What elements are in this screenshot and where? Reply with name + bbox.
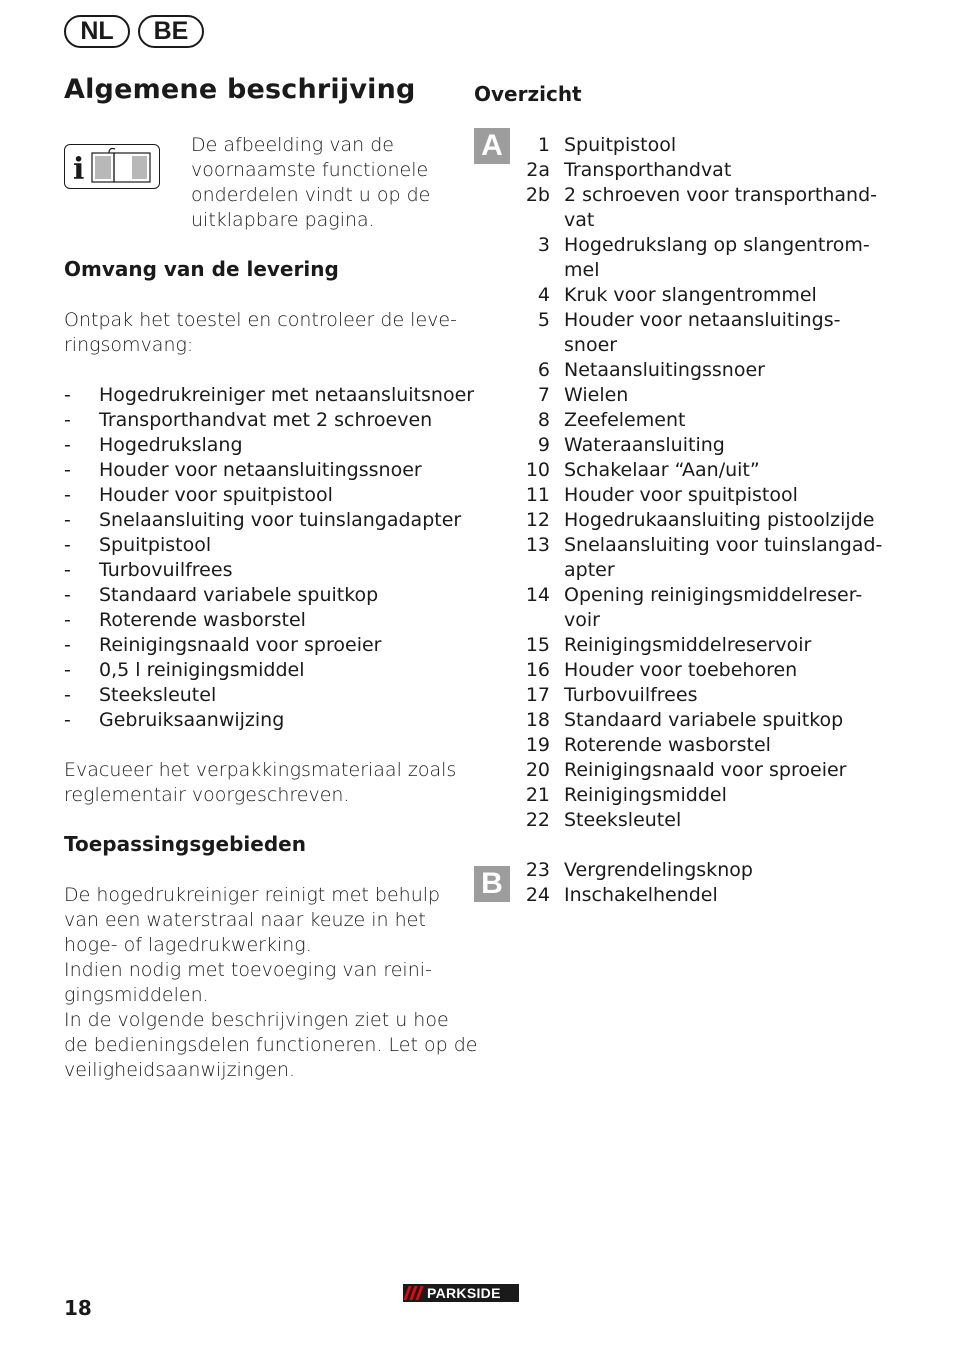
delivery-item-label: 0,5 l reinigingsmiddel — [99, 659, 305, 681]
overview-item-line: Spuitpistool — [564, 134, 677, 156]
overview-item — [508, 808, 864, 833]
application-text-line: van een waterstraal naar keuze in het — [64, 909, 426, 931]
overview-item-number: 17 — [525, 684, 550, 706]
application-text-line: In de volgende beschrijvingen ziet u hoe — [64, 1009, 449, 1031]
overview-item-line: 2 schroeven voor transporthand- — [564, 184, 878, 206]
overview-item — [508, 133, 864, 158]
overview-item-description — [564, 283, 864, 308]
delivery-item-label: Steeksleutel — [99, 684, 217, 706]
overview-item-description — [564, 708, 864, 733]
overview-item-line: Steeksleutel — [564, 809, 682, 831]
list-dash: - — [64, 459, 71, 481]
list-dash: - — [64, 609, 71, 631]
overview-item — [508, 583, 864, 633]
overview-item-line: Netaansluitingssnoer — [564, 359, 765, 381]
overview-item-line: apter — [564, 559, 615, 581]
info-text-line: uitklapbare pagina. — [191, 209, 375, 231]
overview-item-number: 13 — [525, 534, 550, 556]
overview-item-description — [564, 733, 864, 758]
overview-item-number: 12 — [525, 509, 550, 531]
brand-name: PARKSIDE — [427, 1285, 501, 1301]
delivery-item-label: Roterende wasborstel — [99, 609, 306, 631]
overview-item — [508, 533, 883, 583]
overview-item-description — [564, 233, 870, 283]
overview-item-number: 8 — [537, 409, 550, 431]
overview-item — [508, 308, 864, 358]
delivery-item-label: Gebruiksaanwijzing — [99, 709, 285, 731]
info-text-line: voornaamste functionele — [191, 159, 429, 181]
delivery-intro-line: Ontpak het toestel en controleer de leve- — [64, 309, 457, 331]
application-text — [64, 883, 477, 1083]
overview-item-line: Turbovuilfrees — [564, 684, 698, 706]
overview-item — [508, 683, 864, 708]
application-text-line: gingsmiddelen. — [64, 984, 209, 1006]
overview-item-number: 24 — [525, 884, 550, 906]
overview-item-description — [564, 858, 864, 883]
overview-item-description — [564, 658, 864, 683]
language-badge-be: BE — [138, 15, 204, 48]
overview-item — [508, 883, 864, 908]
delivery-item-label: Transporthandvat met 2 schroeven — [99, 409, 433, 431]
overview-item — [508, 658, 864, 683]
overview-item-description — [564, 683, 864, 708]
delivery-intro — [64, 308, 457, 358]
overview-item-line: Snelaansluiting voor tuinslangad- — [564, 534, 883, 556]
overview-item-line: Houder voor spuitpistool — [564, 484, 798, 506]
list-dash: - — [64, 509, 71, 531]
overview-item-description — [564, 808, 864, 833]
overview-item-line: Opening reinigingsmiddelreser- — [564, 584, 863, 606]
list-dash: - — [64, 559, 71, 581]
overview-item-number: 14 — [525, 584, 550, 606]
overview-item-line: Hogedrukslang op slangentrom- — [564, 234, 870, 256]
delivery-item-label: Hogedrukreiniger met netaansluitsnoer — [99, 384, 475, 406]
overview-item-line: Wateraansluiting — [564, 434, 725, 456]
overview-item — [508, 508, 875, 533]
list-dash: - — [64, 709, 71, 731]
overview-item — [508, 708, 864, 733]
list-dash: - — [64, 384, 71, 406]
overview-item-line: mel — [564, 259, 600, 281]
overview-item-description — [564, 883, 864, 908]
overview-item-line: voir — [564, 609, 600, 631]
application-text-line: veiligheidsaanwijzingen. — [64, 1059, 296, 1081]
list-dash: - — [64, 434, 71, 456]
delivery-intro-line: ringsomvang: — [64, 334, 194, 356]
overview-item — [508, 383, 864, 408]
overview-item-line: Standaard variabele spuitkop — [564, 709, 844, 731]
delivery-item-label: Reinigingsnaald voor sproeier — [99, 634, 382, 656]
overview-item — [508, 183, 878, 233]
overview-item-description — [564, 583, 864, 633]
delivery-outro — [64, 758, 456, 808]
overview-item-number: 7 — [537, 384, 550, 406]
list-dash: - — [64, 409, 71, 431]
overview-item-number: 6 — [537, 359, 550, 381]
overview-item — [508, 283, 864, 308]
overview-item-line: Reinigingsnaald voor sproeier — [564, 759, 847, 781]
overview-item-number: 22 — [525, 809, 550, 831]
overview-item-number: 4 — [537, 284, 550, 306]
overview-item-description — [564, 133, 864, 158]
overview-item-line: Zeefelement — [564, 409, 686, 431]
overview-item-description — [564, 383, 864, 408]
delivery-heading: Omvang van de levering — [64, 257, 339, 281]
overview-item-line: snoer — [564, 334, 618, 356]
overview-item — [508, 408, 864, 433]
delivery-item-label: Snelaansluiting voor tuinslangadapter — [99, 509, 462, 531]
application-text-line: hoge- of lagedrukwerking. — [64, 934, 312, 956]
overview-item-description — [564, 458, 864, 483]
list-dash: - — [64, 634, 71, 656]
overview-item — [508, 433, 864, 458]
list-dash: - — [64, 684, 71, 706]
delivery-item-label: Houder voor spuitpistool — [99, 484, 333, 506]
list-dash: - — [64, 534, 71, 556]
overview-item-number: 18 — [525, 709, 550, 731]
language-badge-nl: NL — [64, 15, 130, 48]
overview-item — [508, 633, 864, 658]
overview-item — [508, 358, 864, 383]
overview-item-number: 11 — [525, 484, 550, 506]
overview-item-line: vat — [564, 209, 595, 231]
overview-item-number: 19 — [525, 734, 550, 756]
overview-item-description — [564, 783, 864, 808]
overview-list-b — [508, 858, 864, 908]
overview-item-line: Reinigingsmiddel — [564, 784, 727, 806]
delivery-item-label: Houder voor netaansluitingssnoer — [99, 459, 422, 481]
info-book-icon — [64, 144, 160, 189]
overview-item-line: Houder voor toebehoren — [564, 659, 798, 681]
application-heading: Toepassingsgebieden — [64, 832, 306, 856]
info-text — [191, 133, 430, 233]
overview-item-description — [564, 183, 878, 233]
overview-item-description — [564, 533, 883, 583]
section-marker-b: B — [474, 866, 510, 902]
info-text-line: De afbeelding van de — [191, 134, 394, 156]
overview-item-line: Roterende wasborstel — [564, 734, 771, 756]
overview-item-number: 2b — [525, 184, 550, 206]
overview-item — [508, 758, 864, 783]
overview-item-number: 1 — [537, 134, 550, 156]
parkside-logo-icon — [403, 1284, 519, 1302]
overview-item — [508, 458, 864, 483]
application-text-line: De hogedrukreiniger reinigt met behulp — [64, 884, 441, 906]
section-marker-a: A — [474, 128, 510, 164]
info-text-line: onderdelen vindt u op de — [191, 184, 431, 206]
overview-item-number: 23 — [525, 859, 550, 881]
overview-heading: Overzicht — [474, 82, 582, 106]
overview-item-description — [564, 408, 864, 433]
overview-item — [508, 483, 864, 508]
overview-item-line: Schakelaar “Aan/uit” — [564, 459, 760, 481]
overview-item-line: Inschakelhendel — [564, 884, 718, 906]
delivery-outro-line: Evacueer het verpakkingsmateriaal zoals — [64, 759, 457, 781]
overview-item-number: 10 — [525, 459, 550, 481]
list-dash: - — [64, 484, 71, 506]
overview-item-line: Vergrendelingsknop — [564, 859, 753, 881]
overview-item — [508, 783, 864, 808]
page-number: 18 — [64, 1296, 92, 1320]
svg-text:i: i — [73, 152, 85, 187]
overview-item-number: 2a — [526, 159, 550, 181]
overview-item-description — [564, 633, 864, 658]
overview-item-description — [564, 158, 864, 183]
logo-stripes — [403, 1284, 427, 1302]
list-dash: - — [64, 584, 71, 606]
page-title: Algemene beschrijving — [64, 74, 416, 105]
overview-item-number: 20 — [525, 759, 550, 781]
overview-item — [508, 733, 864, 758]
overview-item-number: 5 — [537, 309, 550, 331]
overview-item — [508, 233, 870, 283]
delivery-item-label: Turbovuilfrees — [99, 559, 233, 581]
delivery-outro-line: reglementair voorgeschreven. — [64, 784, 350, 806]
overview-item-line: Hogedrukaansluiting pistoolzijde — [564, 509, 875, 531]
overview-item-line: Reinigingsmiddelreservoir — [564, 634, 812, 656]
overview-item-line: Kruk voor slangentrommel — [564, 284, 817, 306]
overview-item-line: Wielen — [564, 384, 629, 406]
delivery-item-label: Spuitpistool — [99, 534, 212, 556]
delivery-item-label: Standaard variabele spuitkop — [99, 584, 379, 606]
overview-item-line: Transporthandvat — [564, 159, 732, 181]
overview-item-description — [564, 358, 864, 383]
overview-item-number: 9 — [537, 434, 550, 456]
overview-item-description — [564, 433, 864, 458]
application-text-line: de bedieningsdelen functioneren. Let op de — [64, 1034, 478, 1056]
overview-item-number: 16 — [525, 659, 550, 681]
overview-item-number: 21 — [525, 784, 550, 806]
overview-item-number: 3 — [537, 234, 550, 256]
overview-item — [508, 158, 864, 183]
delivery-item-label: Hogedrukslang — [99, 434, 243, 456]
application-text-line: Indien nodig met toevoeging van reini- — [64, 959, 432, 981]
overview-item-description — [564, 758, 864, 783]
overview-item-description — [564, 308, 864, 358]
overview-item-description — [564, 508, 875, 533]
list-dash: - — [64, 659, 71, 681]
overview-list-a — [508, 133, 883, 833]
overview-item-description — [564, 483, 864, 508]
overview-item-line: Houder voor netaansluitings- — [564, 309, 841, 331]
overview-item — [508, 858, 864, 883]
overview-item-number: 15 — [525, 634, 550, 656]
